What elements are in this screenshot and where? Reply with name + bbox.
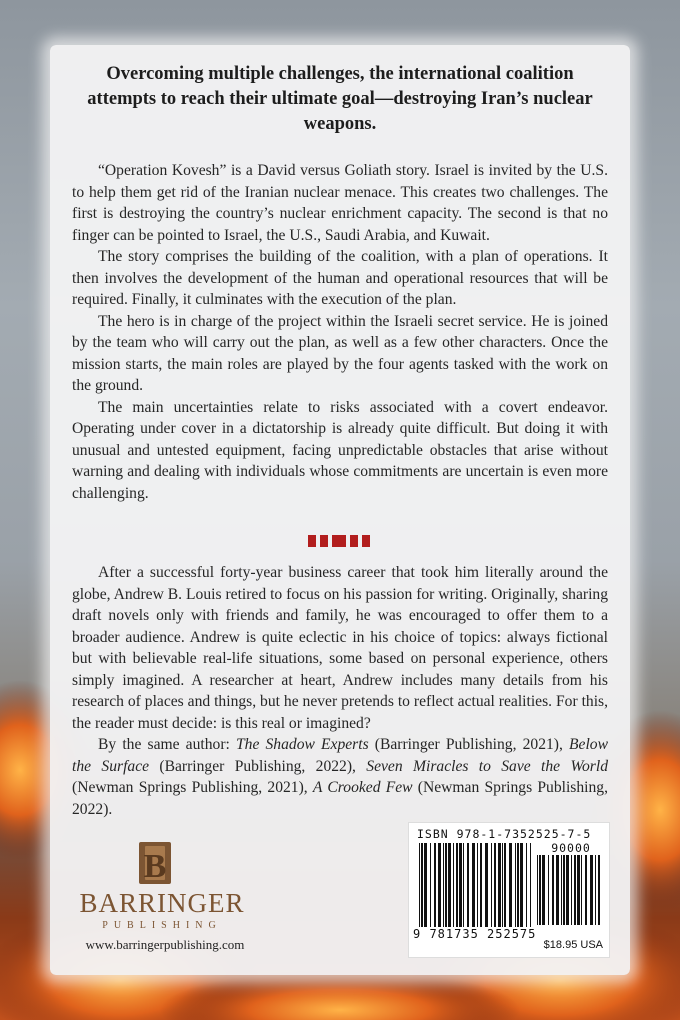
book-title: Below the Surface: [72, 736, 608, 775]
barcode-bar: [421, 843, 423, 927]
ean-barcode: [419, 843, 531, 927]
barcode-bar: [438, 843, 441, 927]
author-bio: After a successful forty-year business career that took him literally around the globe, Andrew B. Louis retired to focus on his passion for writing. Originally, sharing draft novels only with friends and family, he was encouraged to offer them to a broader audience. Andrew is quite eclectic in his choice of topics: always fictional but with believable real-life situations, some based on personal experience, others simply imagined. A researcher at heart, Andrew includes many details from his research of places and things, but he never pretends to reflect actual realities. For this, the reader must decide: is this real or imagined?: [72, 564, 608, 732]
barcode-bar: [443, 843, 444, 927]
book-title: The Shadow Experts: [235, 736, 369, 753]
book-details: (Newman Springs Publishing, 2021),: [72, 779, 313, 796]
barcode-bar: [459, 843, 462, 927]
barcode-bar: [590, 855, 593, 925]
synopsis-paragraph: “Operation Kovesh” is a David versus Goliath story. Israel is invited by the U.S. to help them get rid of the Iranian nuclear menace. This creates two challenges. The first is destroying the country’s nuclear enrichment capacity. The second is that no finger can be pointed to Israel, the U.S., Saudi Arabia, and Kuwait.: [72, 162, 608, 244]
isbn-text: ISBN 978-1-7352525-7-5: [417, 827, 592, 841]
barcode-bar: [485, 843, 488, 927]
barcode-bar: [577, 855, 580, 925]
barcode-bar: [539, 855, 541, 925]
barcode-bar: [445, 843, 447, 927]
book-details: (Newman Springs Publishing, 2022).: [72, 779, 608, 818]
barcode-box: [408, 822, 610, 958]
barcode-bar: [571, 855, 572, 925]
ornament-bar: [350, 535, 358, 547]
book-title: A Crooked Few: [312, 779, 413, 796]
logo-letter: B: [143, 848, 167, 885]
barcode-bar: [561, 855, 562, 925]
book-details: (Barringer Publishing, 2021),: [368, 736, 570, 753]
barcode-bar: [424, 843, 427, 927]
barcode-bar: [581, 855, 582, 925]
barcode-bar: [530, 843, 531, 927]
other-books: [72, 734, 608, 820]
barcode-bar: [467, 843, 469, 927]
synopsis: [72, 160, 608, 504]
barcode-bar: [480, 843, 482, 927]
synopsis-paragraph: The story comprises the building of the coalition, with a plan of operations. It then involves the development of the human and operational resources that will be required. Finally, it culminates with the execution of the plan.: [72, 248, 608, 308]
barcode-bar: [595, 855, 596, 925]
barcode-bar: [517, 843, 519, 927]
barcode-bar: [574, 855, 576, 925]
barcode-bar: [456, 843, 458, 927]
barcode-bar: [448, 843, 451, 927]
tagline: Overcoming multiple challenges, the international coalition attempts to reach their ultimate goal—destroying Iran’s nuclear weapons.: [87, 64, 593, 134]
barcode-bar: [453, 843, 454, 927]
barcode-bar: [463, 843, 464, 927]
barcode-bar: [537, 855, 538, 925]
barcode-bar: [563, 855, 565, 925]
book-title: Seven Miracles to Save the World: [366, 757, 609, 775]
price: $18.95 USA: [543, 939, 603, 951]
barcode-bar: [585, 855, 587, 925]
barcode-bar: [598, 855, 600, 925]
barcode-bar: [434, 843, 436, 927]
barcode-bar: [472, 843, 475, 927]
ornament-bar: [362, 535, 370, 547]
barcode-bar: [526, 843, 527, 927]
addon-number: 90000: [551, 841, 591, 855]
ornament-bar: [332, 535, 346, 547]
ean-digits: 9 781735 252575: [413, 927, 537, 941]
barcode-bar: [498, 843, 501, 927]
ornament-bar: [308, 535, 316, 547]
barcode-bar: [430, 843, 431, 927]
publisher-url[interactable]: www.barringerpublishing.com: [85, 937, 245, 952]
publisher-name: BARRINGER: [79, 888, 245, 918]
barcode-bar: [520, 843, 523, 927]
publisher-subtitle: PUBLISHING: [102, 920, 222, 931]
barcode-bar: [548, 855, 549, 925]
barcode-bar: [566, 855, 569, 925]
barcode-bar: [494, 843, 496, 927]
section-divider-ornament: [308, 535, 370, 547]
barcode-bar: [491, 843, 492, 927]
other-books-intro: By the same author:: [98, 736, 236, 753]
barcode-bar: [542, 855, 545, 925]
barcode-bar: [515, 843, 516, 927]
barcode-bar: [509, 843, 512, 927]
barcode-bar: [502, 843, 503, 927]
barcode-bar: [419, 843, 420, 927]
addon-barcode: [537, 855, 601, 925]
synopsis-paragraph: The hero is in charge of the project within the Israeli secret service. He is joined by the team who will carry out the plan, as well as a few other characters. Once the mission starts, the main roles are played by the four agents tasked with the work on the ground.: [72, 312, 608, 394]
barcode-bar: [556, 855, 559, 925]
book-details: (Barringer Publishing, 2022),: [149, 757, 367, 775]
ornament-bar: [320, 535, 328, 547]
barcode-bar: [504, 843, 506, 927]
barcode-bar: [552, 855, 554, 925]
publisher-logo-icon: [137, 840, 173, 886]
synopsis-paragraph: The main uncertainties relate to risks associated with a covert endeavor. Operating under cover in a dictatorship is already quite difficult. But doing it with unusual and untested equipment, facing unpredictable obstacles that arise without warning and dealing with individuals whose commitments are uncertain is even more challenging.: [72, 398, 608, 502]
author-bio-section: [72, 562, 608, 820]
barcode-bar: [477, 843, 478, 927]
